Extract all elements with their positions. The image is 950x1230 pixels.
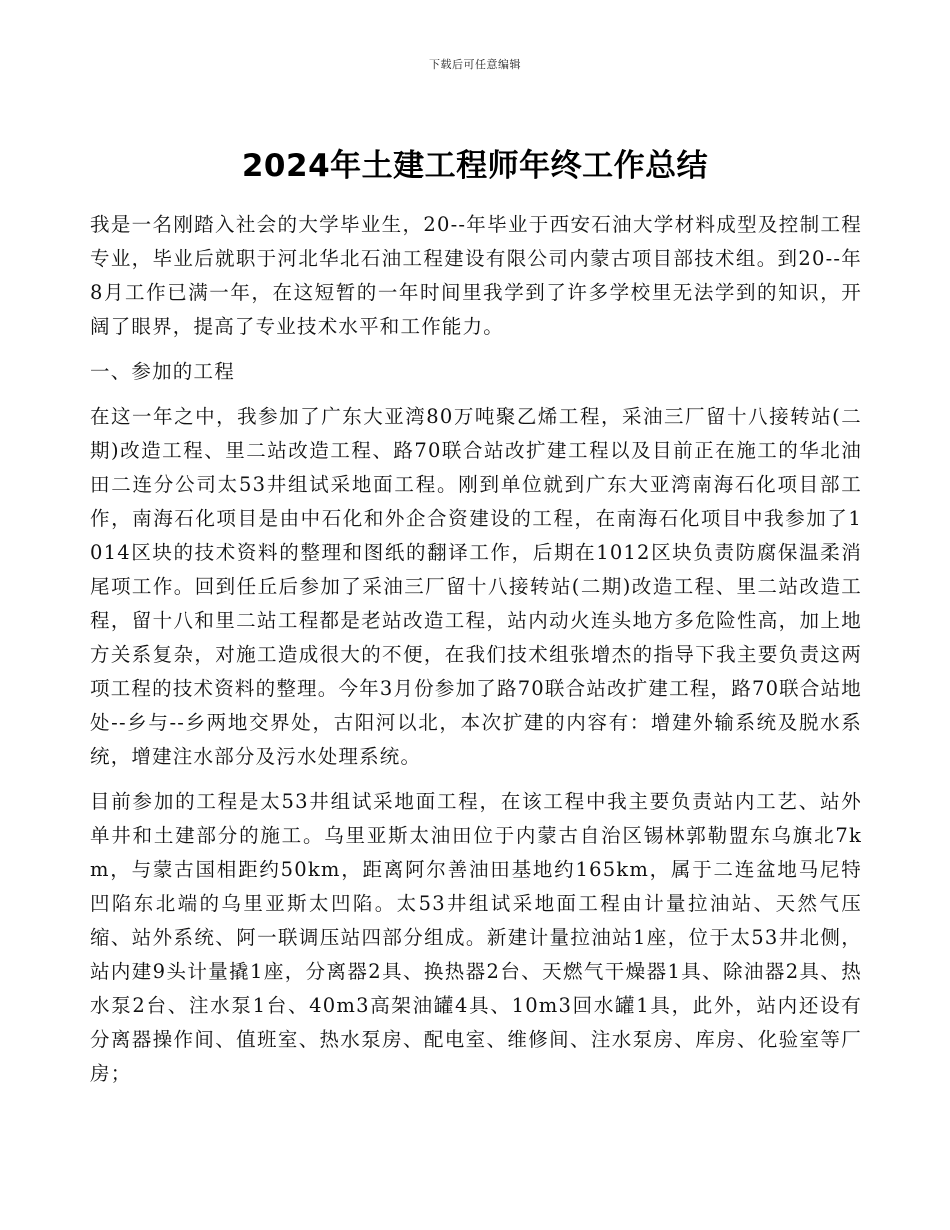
section-heading-projects: 一、参加的工程 xyxy=(90,360,235,383)
projects-paragraph: 在这一年之中，我参加了广东大亚湾80万吨聚乙烯工程，采油三厂留十八接转站(二期)改造工程、里二站改造工程、路70联合站改扩建工程以及目前正在施工的华北油田二连分公司太53井组试采地面工程。刚到单位就到广东大亚湾南海石化项目部工作，南海石化项目是由中石化和外企合资建设的工程，在南海石化项目中我参加了1014区块的技术资料的整理和图纸的翻译工作，后期在1012区块负责防腐保温柔消尾项工作。回到任丘后参加了采油三厂留十八接转站(二期)改造工程、里二站改造工程，留十八和里二站工程都是老站改造工程，站内动火连头地方多危险性高，加上地方关系复杂，对施工造成很大的不便，在我们技术组张增杰的指导下我主要负责这两项工程的技术资料的整理。今年3月份参加了路70联合站改扩建工程，路70联合站地处--乡与--乡两地交界处，古阳河以北，本次扩建的内容有：增建外输系统及脱水系统，增建注水部分及污水处理系统。 xyxy=(90,405,862,768)
intro-paragraph: 我是一名刚踏入社会的大学毕业生，20--年毕业于西安石油大学材料成型及控制工程专业，毕业后就职于河北华北石油工程建设有限公司内蒙古项目部技术组。到20--年8月工作已满一年，在这短暂的一年时间里我学到了许多学校里无法学到的知识，开阔了眼界，提高了专业技术水平和工作能力。 xyxy=(90,213,862,338)
document-title: 2024年土建工程师年终工作总结 xyxy=(241,148,709,184)
document-body xyxy=(90,208,862,1102)
current-project-paragraph: 目前参加的工程是太53井组试采地面工程，在该工程中我主要负责站内工艺、站外单井和土建部分的施工。乌里亚斯太油田位于内蒙古自治区锡林郭勒盟东乌旗北7km，与蒙古国相距约50km，距离阿尔善油田基地约165km，属于二连盆地马尼特凹陷东北端的乌里亚斯太凹陷。太53井组试采地面工程由计量拉油站、天然气压缩、站外系统、阿一联调压站四部分组成。新建计量拉油站1座，位于太53井北侧，站内建9头计量撬1座，分离器2具、换热器2台、天燃气干燥器1具、除油器2具、热水泵2台、注水泵1台、40m3高架油罐4具、10m3回水罐1具，此外，站内还设有分离器操作间、值班室、热水泵房、配电室、维修间、注水泵房、库房、化验室等厂房； xyxy=(90,790,862,1085)
header-note: 下载后可任意编辑 xyxy=(429,58,521,71)
